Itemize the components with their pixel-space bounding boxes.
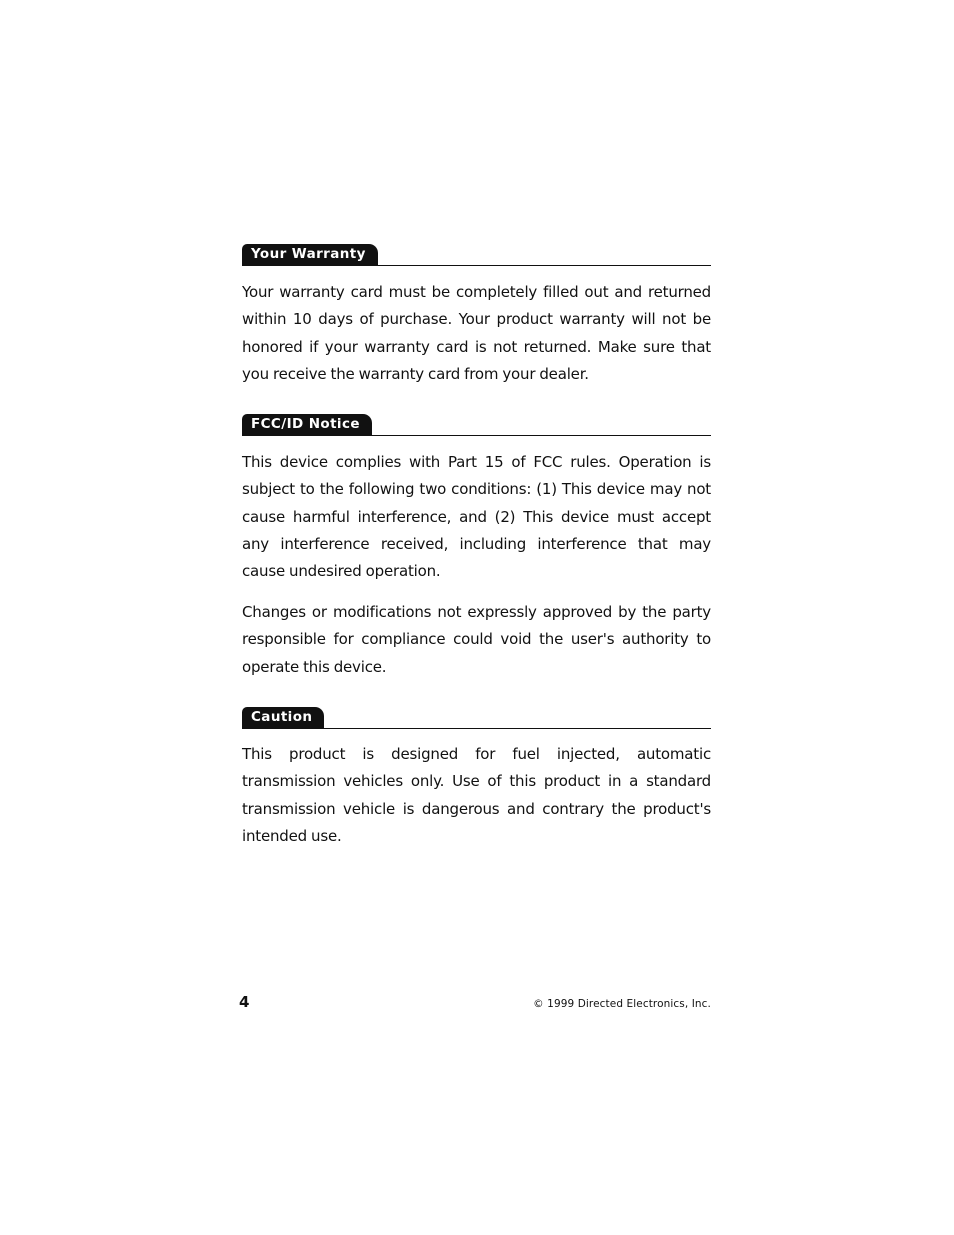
section-title-caution: Caution bbox=[242, 707, 324, 728]
section-header-fcc bbox=[242, 413, 711, 436]
page-number: 4 bbox=[239, 993, 250, 1011]
fcc-paragraph-modifications: Changes or modifications not expressly approved by the party responsible for compliance could void the user's authority to operate this device. bbox=[242, 603, 711, 676]
section-header-warranty bbox=[242, 243, 711, 266]
section-title-warranty: Your Warranty bbox=[242, 244, 378, 265]
warranty-paragraph: Your warranty card must be completely filled out and returned within 10 days of purchase. Your product warranty will not be honored if your warranty card is not returned. Make sure that you receive the warranty card from your dealer. bbox=[242, 283, 711, 383]
section-header-caution bbox=[242, 706, 711, 729]
caution-paragraph: This product is designed for fuel injected, automatic transmission vehicles only. Use of this product in a standard transmission vehicle is dangerous and contrary the product's intended use. bbox=[242, 745, 711, 845]
copyright-notice: © 1999 Directed Electronics, Inc. bbox=[533, 998, 711, 1010]
section-title-fcc: FCC/ID Notice bbox=[242, 414, 372, 435]
fcc-paragraph-compliance: This device complies with Part 15 of FCC rules. Operation is subject to the following two conditions: (1) This device may not cause harmful interference, and (2) This device must accept any interference received, including interference that may cause undesired operation. bbox=[242, 453, 711, 581]
